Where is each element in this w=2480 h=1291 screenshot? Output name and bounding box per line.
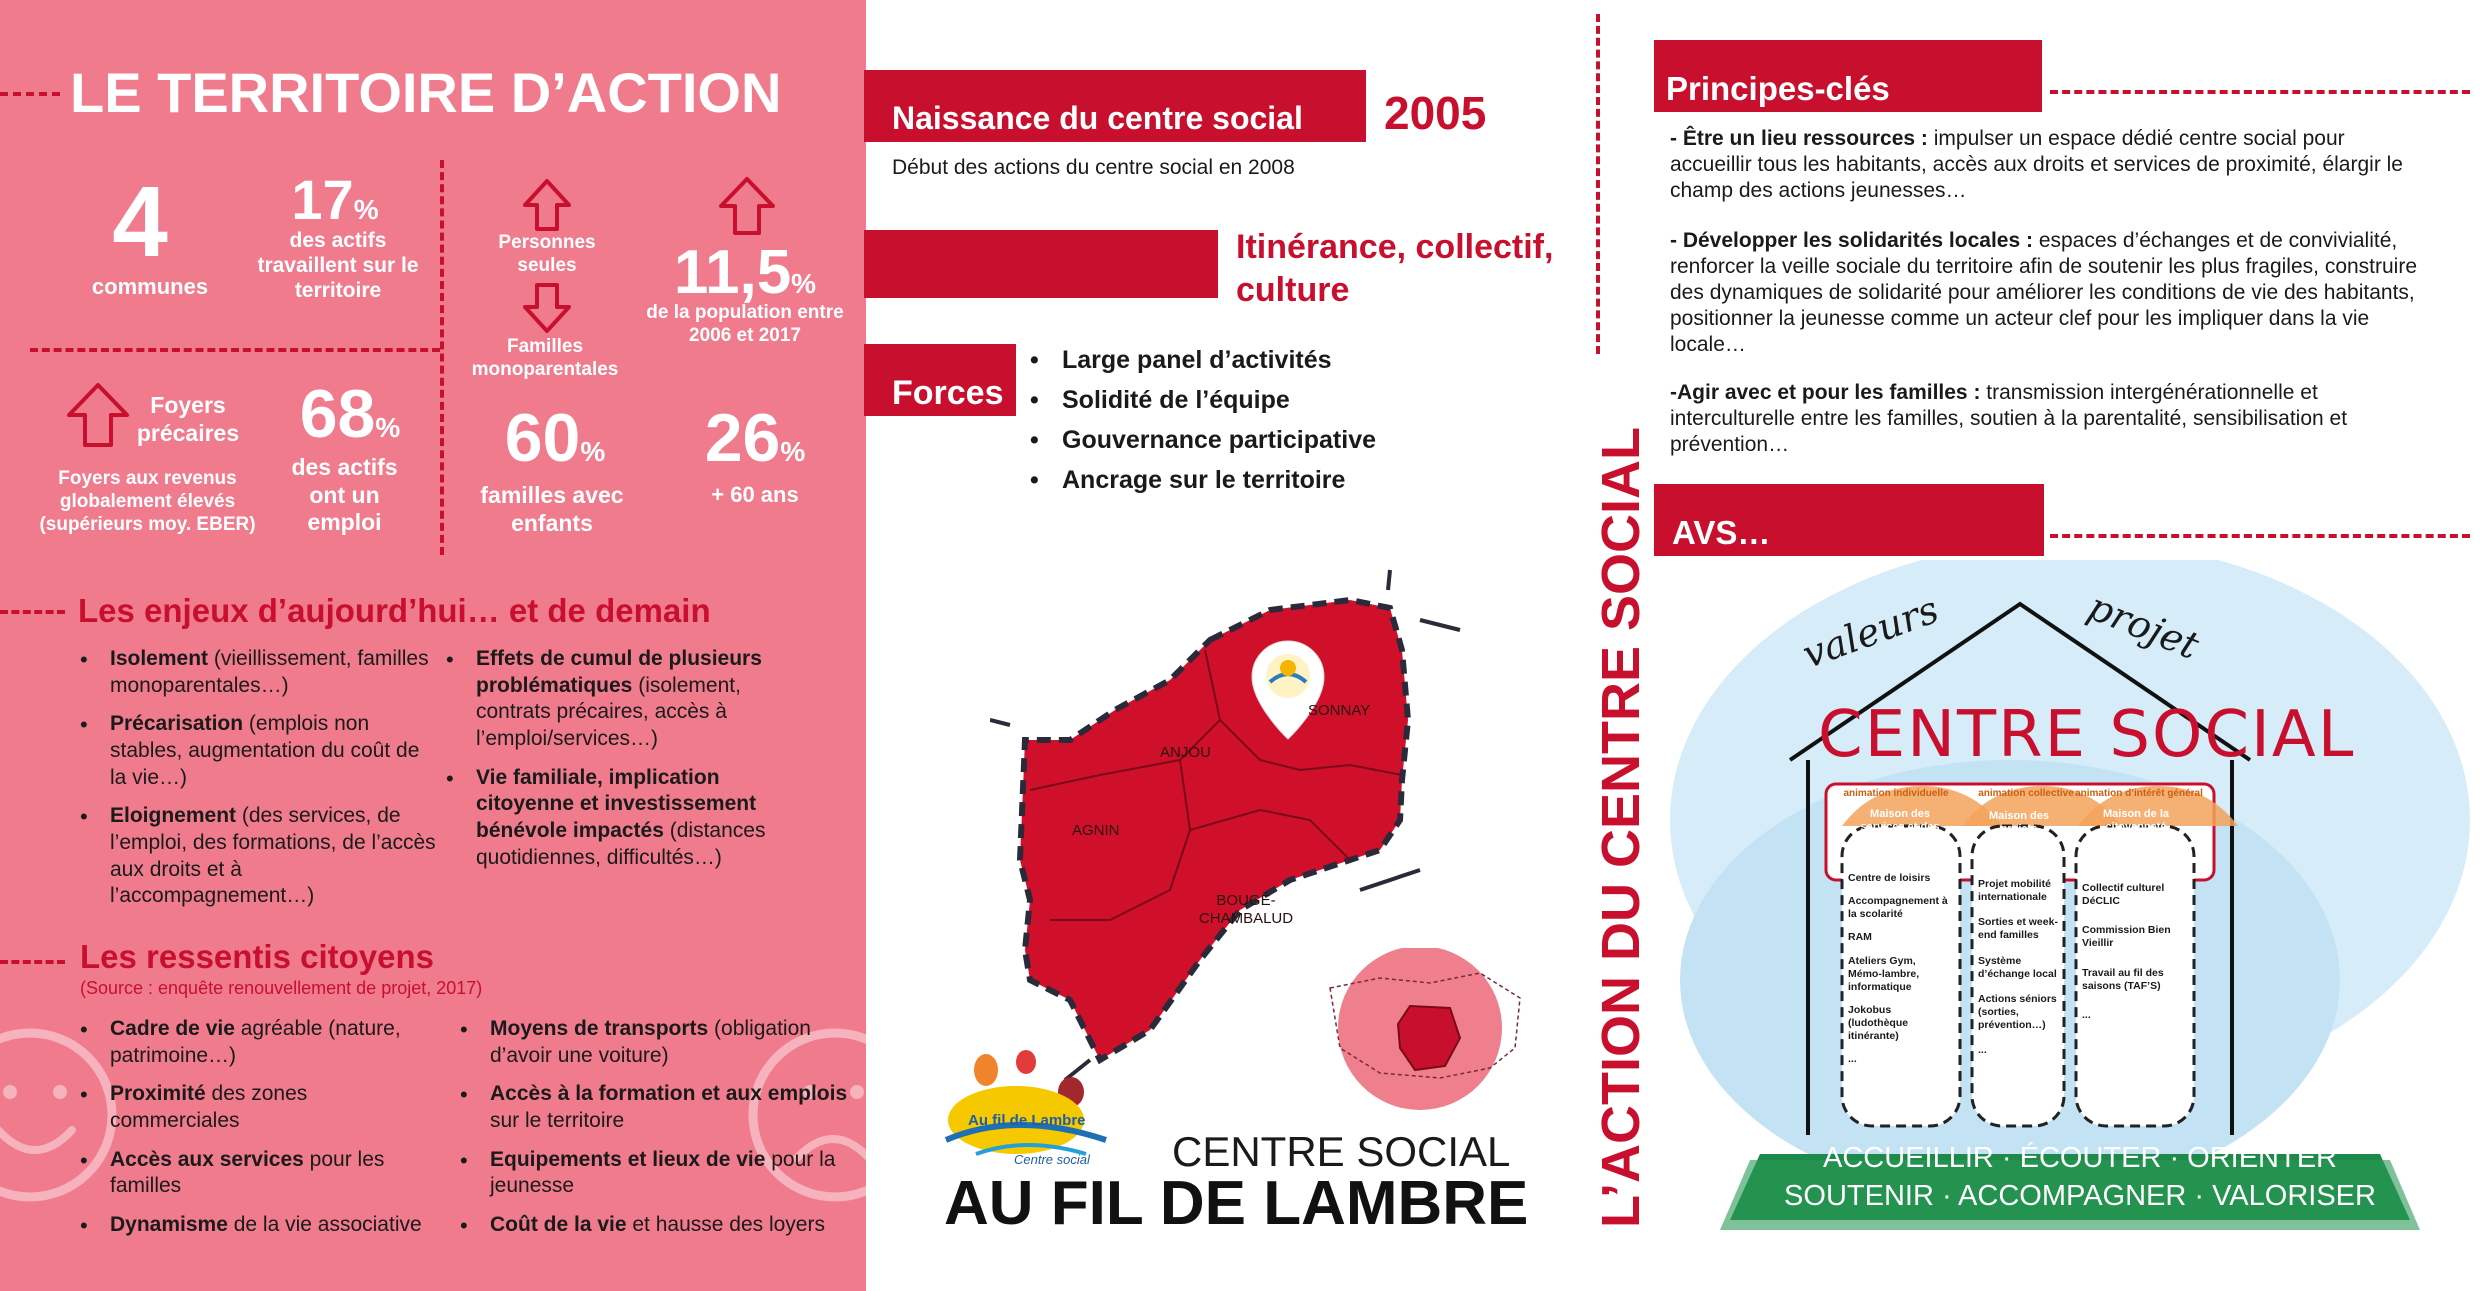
- list-item: • Cadre de vie agréable (nature, patrimoine…): [80, 1016, 425, 1069]
- list-item: Jokobus (ludothèque itinérante): [1848, 1003, 1909, 1043]
- stat-personnes-label: Personnes seules: [498, 232, 596, 276]
- list-item: Collectif culturel DéCLIC: [2082, 882, 2165, 908]
- house-word-project: projet: [2081, 584, 2205, 668]
- divider: [30, 348, 440, 352]
- list-item: Projet mobilité internationale: [1978, 878, 2051, 904]
- arch-label: animation d’intérêt général: [2075, 788, 2203, 799]
- list-item: • Dynamisme de la vie associative: [80, 1212, 425, 1239]
- list-item: ...: [2082, 1008, 2091, 1021]
- divider: [0, 92, 60, 96]
- forces-list: [1028, 340, 1376, 500]
- map-label-sonnay: SONNAY: [1308, 702, 1371, 719]
- stat-population-value: 11,5%: [673, 238, 817, 307]
- list-item: Travail au fil des saisons (TAF’S): [2082, 966, 2164, 992]
- divider: [0, 960, 65, 964]
- divider: [2050, 90, 2470, 94]
- list-item: • Equipements et lieux de vie pour la jeunesse: [460, 1147, 855, 1200]
- arrow-up-icon: [66, 382, 130, 448]
- maison-label: Maison de la citoyenneté: [2102, 808, 2170, 834]
- banner-line-1: ACCUEILLIR · ÉCOUTER · ORIENTER: [1823, 1142, 2337, 1174]
- divider: [0, 610, 65, 614]
- territory-panel: [0, 0, 866, 1291]
- arch-label: animation collective: [1978, 788, 2074, 799]
- stat-communes-value: 4: [112, 166, 168, 278]
- stat-enfants-value: 60%: [504, 400, 606, 476]
- ressentis-source: (Source : enquête renouvellement de projet, 2017): [80, 978, 483, 998]
- maison-label: Maison des projets: [1989, 810, 2049, 836]
- ressentis-title: Les ressentis citoyens: [80, 938, 435, 975]
- house-word-values: valeurs: [1796, 587, 1945, 677]
- list-item: • Vie familiale, implication citoyenne et investissement bénévole impactés (distances quotidiennes, difficultés…): [446, 765, 821, 872]
- stat-emploi-label: des actifs ont un emploi: [291, 454, 398, 536]
- naissance-year: 2005: [1384, 87, 1487, 139]
- house-list-2: [1978, 878, 2062, 1057]
- list-item: • Isolement (vieillissement, familles monoparentales…): [80, 646, 440, 699]
- list-item: • Coût de la vie et hausse des loyers: [460, 1212, 855, 1239]
- forces-title: Forces: [892, 374, 1004, 412]
- house-illustration: [1650, 560, 2470, 1250]
- arrow-down-icon: [522, 282, 572, 334]
- vertical-title: L’ACTION DU CENTRE SOCIAL: [1591, 426, 1651, 1228]
- house-list-1: [1848, 872, 1952, 1066]
- locator-map: [1320, 948, 1530, 1118]
- principe-item: - Développer les solidarités locales : espaces d’échanges et de convivialité, renforcer la veille sociale du territoire afin de soutenir les plus fragiles, construire des dynamiques de solidarité pour améliorer les conditions de vie des habitants, positionner la jeunesse comme un acteur clef pour les impliquer dans la vie locale…: [1670, 229, 2418, 357]
- footer-brand-name: AU FIL DE LAMBRE: [944, 1169, 1529, 1238]
- territory-title: LE TERRITOIRE D’ACTION: [70, 61, 782, 124]
- map-label-agnin: AGNIN: [1072, 822, 1120, 839]
- map-label-anjou: ANJOU: [1160, 744, 1211, 761]
- list-item: RAM: [1848, 931, 1872, 944]
- stat-seniors-label: + 60 ans: [711, 482, 799, 507]
- enjeux-title: Les enjeux d’aujourd’hui… et de demain: [78, 592, 711, 629]
- map-label-bouge-chambalud: BOUGÉ- CHAMBALUD: [1198, 892, 1294, 927]
- list-item: Actions séniors (sorties, prévention…): [1978, 992, 2057, 1031]
- principes-title: Principes-clés: [1666, 70, 1890, 107]
- maison-label: Maison des services et des activités: [1860, 808, 1940, 847]
- stat-communes-label: communes: [91, 274, 209, 299]
- list-item: • Ancrage sur le territoire: [1028, 460, 1376, 500]
- list-item: Ateliers Gym, Mémo-lambre, informatique: [1848, 954, 1920, 993]
- list-item: • Précarisation (emplois non stables, augmentation du coût de la vie…): [80, 711, 440, 791]
- list-item: • Proximité des zones commerciales: [80, 1081, 425, 1134]
- stat-foyers-label: Foyers précaires: [136, 392, 240, 446]
- divider: [440, 160, 444, 555]
- list-item: Centre de loisirs: [1848, 872, 1931, 884]
- stat-population-label: de la population entre 2006 et 2017: [646, 302, 844, 346]
- pin-logo: [1280, 660, 1296, 676]
- list-item: • Effets de cumul de plusieurs problématiques (isolement, contrats précaires, accès à l’emploi/services…): [446, 646, 821, 753]
- list-item: Commission Bien Vieillir: [2082, 924, 2171, 950]
- principe-item: - Être un lieu ressources : impulser un espace dédié centre social pour accueillir tous les habitants, accès aux droits et services de proximité, élargir le champ des actions jeunesses…: [1670, 127, 2403, 203]
- ressentis-list-2: [460, 1016, 855, 1251]
- list-item: Sorties et week-end familles: [1978, 916, 2058, 942]
- stat-actifs-value: 17%: [291, 168, 379, 231]
- ressentis-list-1: [80, 1016, 425, 1251]
- arch-label: animation individuelle: [1843, 788, 1949, 799]
- enjeux-list-1: [80, 646, 440, 922]
- list-item: • Eloignement (des services, de l’emploi, des formations, de l’accès aux droits et à l’accompagnement…): [80, 803, 440, 910]
- arrow-up-icon: [522, 178, 572, 232]
- stat-emploi-value: 68%: [299, 376, 401, 452]
- enjeux-list-2: [446, 646, 821, 883]
- stat-actifs-label: des actifs travaillent sur le territoire: [257, 229, 419, 303]
- logo-text-main: Au fil de Lambre: [968, 1112, 1086, 1129]
- principe-item: -Agir avec et pour les familles : transmission intergénérationnelle et interculturelle entre les familles, soutien à la parentalité, sensibilisation et prévention…: [1670, 381, 2348, 457]
- list-item: Système d’échange local: [1978, 954, 2057, 980]
- avs-title: AVS…: [1672, 514, 1771, 551]
- stat-seniors-value: 26%: [704, 400, 806, 476]
- naissance-subtitle: Début des actions du centre social en 2008: [892, 156, 1295, 179]
- motto-text: Itinérance, collectif, culture: [1236, 228, 1554, 309]
- arrow-up-icon: [718, 176, 776, 236]
- divider: [2050, 534, 2470, 538]
- naissance-title: Naissance du centre social: [892, 100, 1303, 136]
- motto-bar: [864, 230, 1218, 298]
- list-item: • Gouvernance participative: [1028, 420, 1376, 460]
- list-item: • Accès aux services pour les familles: [80, 1147, 425, 1200]
- list-item: ...: [1848, 1053, 1857, 1066]
- banner-line-2: SOUTENIR · ACCOMPAGNER · VALORISER: [1784, 1180, 2376, 1212]
- logo-text-sub: Centre social: [1014, 1152, 1090, 1167]
- stat-familles-label: Familles monoparentales: [471, 336, 619, 380]
- house-list-3: [2082, 882, 2188, 1022]
- footer-centre-social: CENTRE SOCIAL: [1172, 1128, 1511, 1175]
- divider: [1596, 14, 1600, 354]
- list-item: ...: [1978, 1044, 1987, 1057]
- list-item: • Large panel d’activités: [1028, 340, 1376, 380]
- stat-foyers-sub: Foyers aux revenus globalement élevés (supérieurs moy. EBER): [39, 468, 256, 535]
- house-title: CENTRE SOCIAL: [1818, 698, 2356, 772]
- list-item: Accompagnement à la scolarité: [1848, 895, 1948, 921]
- list-item: • Accès à la formation et aux emplois sur le territoire: [460, 1081, 855, 1134]
- stat-enfants-label: familles avec enfants: [480, 482, 624, 536]
- list-item: • Moyens de transports (obligation d’avoir une voiture): [460, 1016, 855, 1069]
- list-item: • Solidité de l’équipe: [1028, 380, 1376, 420]
